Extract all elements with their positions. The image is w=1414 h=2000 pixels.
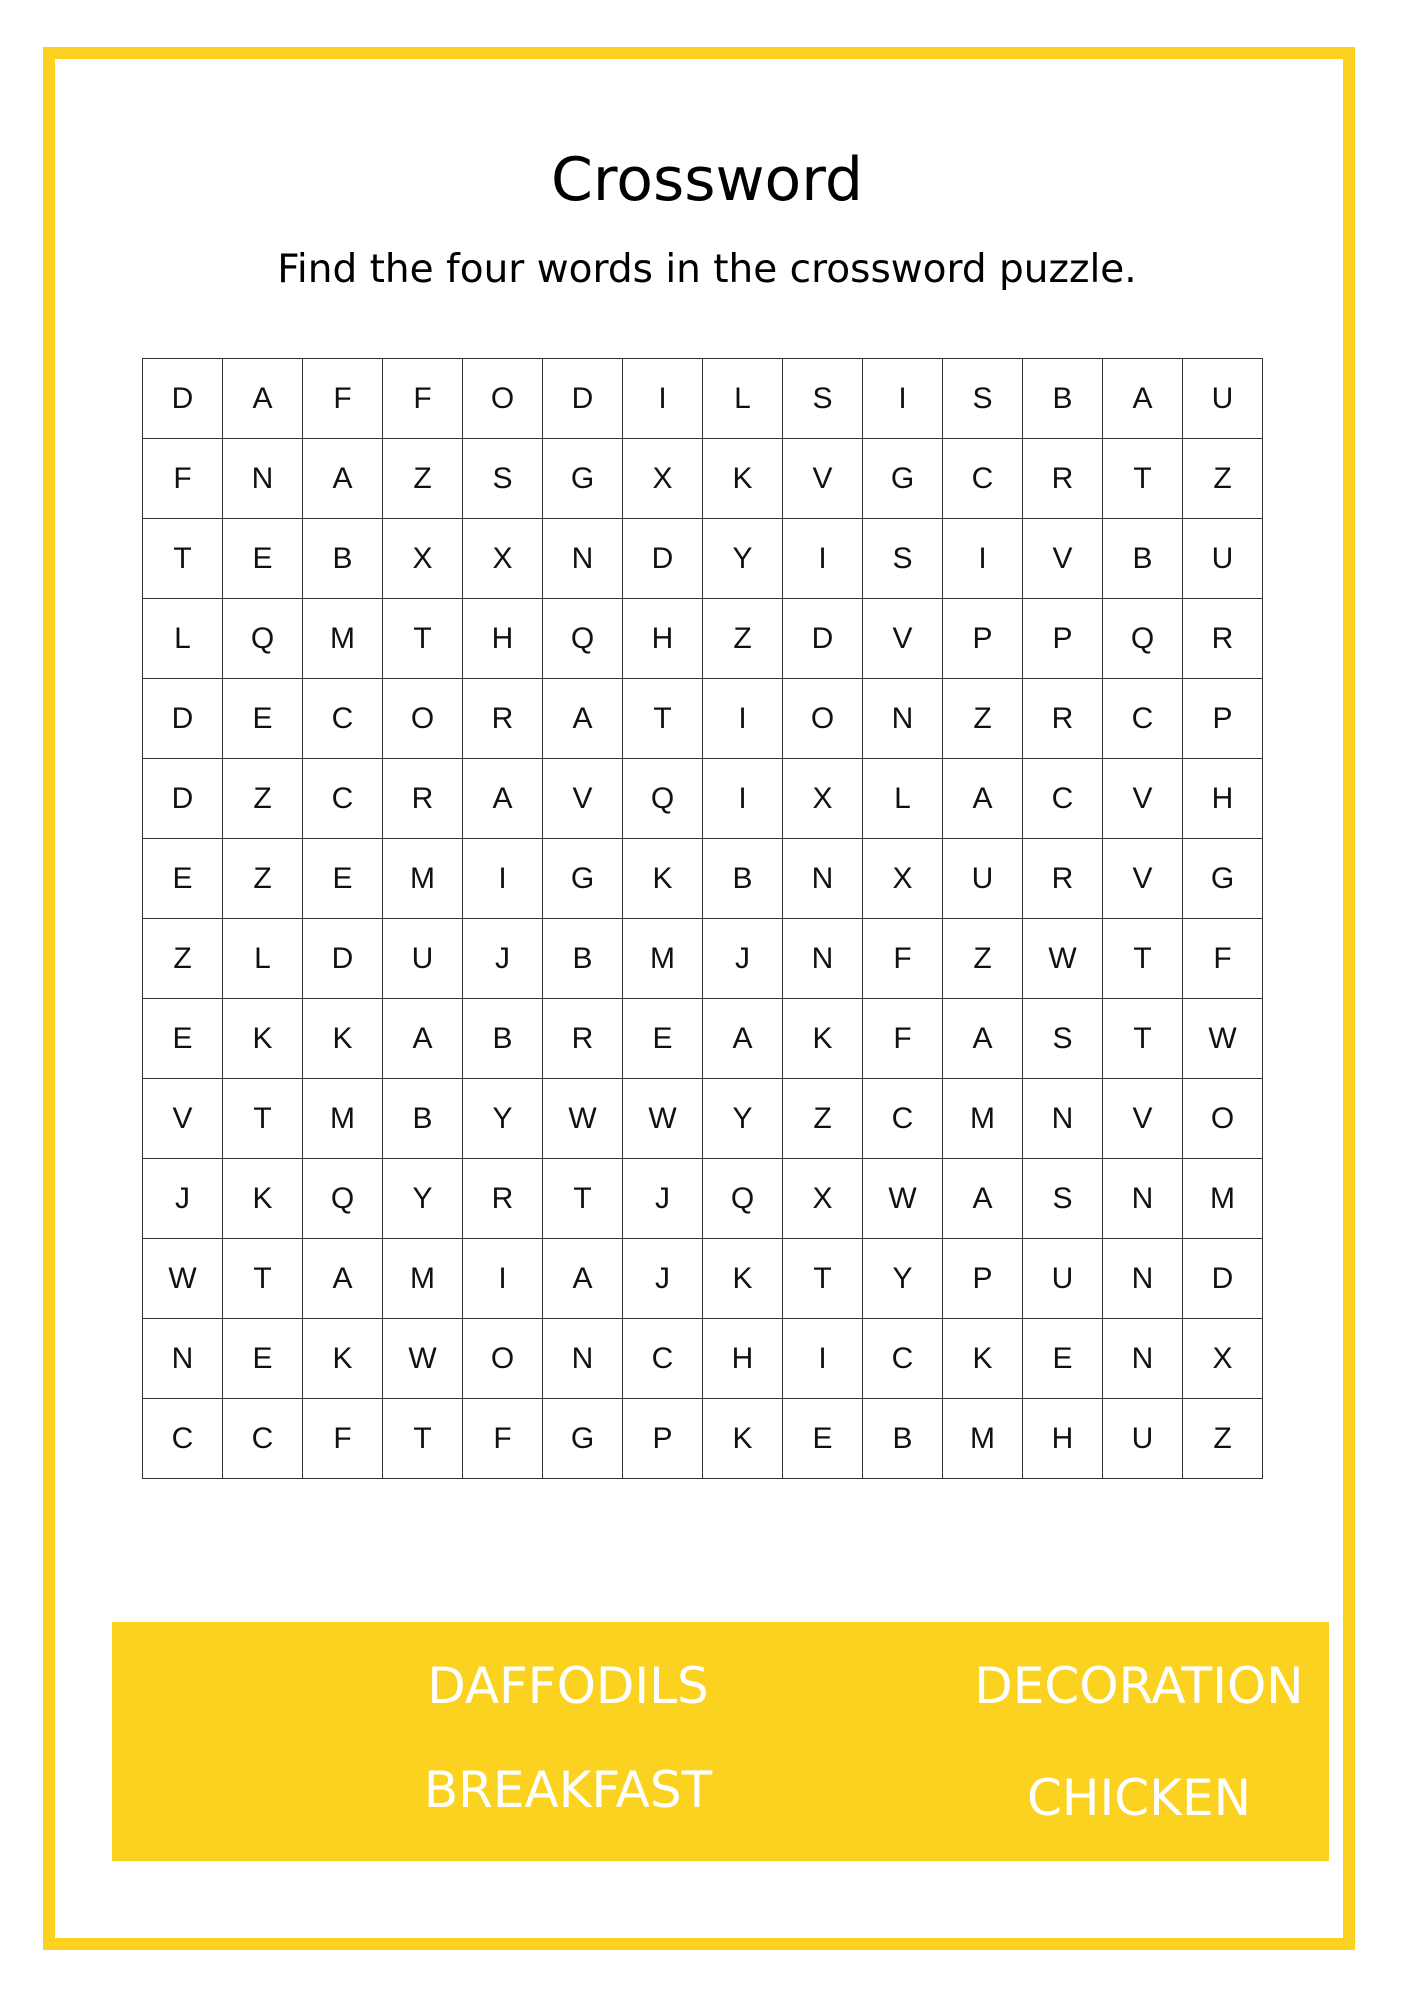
grid-cell[interactable]: G [1183, 839, 1263, 919]
grid-cell[interactable]: F [303, 1399, 383, 1479]
grid-cell[interactable]: I [783, 1319, 863, 1399]
grid-cell[interactable]: M [623, 919, 703, 999]
grid-cell[interactable]: D [303, 919, 383, 999]
grid-cell[interactable]: W [1183, 999, 1263, 1079]
grid-cell[interactable]: K [703, 1239, 783, 1319]
grid-cell[interactable]: B [383, 1079, 463, 1159]
grid-cell[interactable]: M [943, 1079, 1023, 1159]
grid-cell[interactable]: C [863, 1079, 943, 1159]
grid-cell[interactable]: Q [303, 1159, 383, 1239]
grid-cell[interactable]: P [943, 599, 1023, 679]
grid-cell[interactable]: E [623, 999, 703, 1079]
grid-row [143, 839, 1263, 919]
grid-cell[interactable]: W [1023, 919, 1103, 999]
grid-cell[interactable]: D [543, 359, 623, 439]
grid-cell[interactable]: G [863, 439, 943, 519]
grid-cell[interactable]: Z [143, 919, 223, 999]
grid-cell[interactable]: L [863, 759, 943, 839]
instructions: Find the four words in the crossword puzzle. [277, 247, 1137, 292]
grid-cell[interactable]: X [783, 759, 863, 839]
grid-cell[interactable]: R [543, 999, 623, 1079]
grid-cell[interactable]: F [863, 999, 943, 1079]
grid-cell[interactable]: D [623, 519, 703, 599]
grid-cell[interactable]: A [1103, 359, 1183, 439]
grid-cell[interactable]: V [863, 599, 943, 679]
grid-cell[interactable]: H [1023, 1399, 1103, 1479]
grid-cell[interactable]: X [463, 519, 543, 599]
grid-cell[interactable]: H [703, 1319, 783, 1399]
grid-cell[interactable]: L [223, 919, 303, 999]
grid-cell[interactable]: A [543, 1239, 623, 1319]
grid-cell[interactable]: A [543, 679, 623, 759]
grid-cell[interactable]: N [543, 1319, 623, 1399]
grid-cell[interactable]: J [623, 1239, 703, 1319]
grid-cell[interactable]: Q [623, 759, 703, 839]
grid-cell[interactable]: W [623, 1079, 703, 1159]
grid-cell[interactable]: N [1103, 1319, 1183, 1399]
grid-cell[interactable]: E [223, 679, 303, 759]
grid-cell[interactable]: I [703, 679, 783, 759]
grid-cell[interactable]: S [1023, 999, 1103, 1079]
grid-cell[interactable]: T [1103, 999, 1183, 1079]
grid-cell[interactable]: Q [703, 1159, 783, 1239]
grid-cell[interactable]: F [143, 439, 223, 519]
grid-cell[interactable]: S [463, 439, 543, 519]
grid-cell[interactable]: E [223, 1319, 303, 1399]
grid-cell[interactable]: K [943, 1319, 1023, 1399]
grid-row [143, 1239, 1263, 1319]
grid-cell[interactable]: K [223, 999, 303, 1079]
grid-cell[interactable]: O [383, 679, 463, 759]
grid-cell[interactable]: U [1103, 1399, 1183, 1479]
grid-cell[interactable]: A [943, 1159, 1023, 1239]
grid-cell[interactable]: V [783, 439, 863, 519]
grid-cell[interactable]: B [703, 839, 783, 919]
grid-cell[interactable]: I [783, 519, 863, 599]
grid-cell[interactable]: U [383, 919, 463, 999]
grid-cell[interactable]: R [1023, 839, 1103, 919]
grid-cell[interactable]: N [223, 439, 303, 519]
grid-row [143, 1079, 1263, 1159]
grid-cell[interactable]: S [783, 359, 863, 439]
grid-cell[interactable]: M [303, 1079, 383, 1159]
grid-cell[interactable]: N [783, 919, 863, 999]
grid-cell[interactable]: Y [703, 1079, 783, 1159]
page-title: Crossword [551, 145, 863, 215]
grid-cell[interactable]: K [303, 1319, 383, 1399]
grid-cell[interactable]: V [1103, 759, 1183, 839]
grid-cell[interactable]: C [223, 1399, 303, 1479]
grid-cell[interactable]: Z [223, 839, 303, 919]
grid-cell[interactable]: K [303, 999, 383, 1079]
grid-cell[interactable]: J [463, 919, 543, 999]
grid-cell[interactable]: A [703, 999, 783, 1079]
grid-cell[interactable]: B [1103, 519, 1183, 599]
grid-cell[interactable]: V [1103, 839, 1183, 919]
grid-cell[interactable]: C [1103, 679, 1183, 759]
grid-cell[interactable]: G [543, 839, 623, 919]
grid-cell[interactable]: N [543, 519, 623, 599]
grid-cell[interactable]: C [623, 1319, 703, 1399]
grid-cell[interactable]: K [223, 1159, 303, 1239]
grid-cell[interactable]: M [383, 839, 463, 919]
grid-cell[interactable]: G [543, 439, 623, 519]
grid-cell[interactable]: V [143, 1079, 223, 1159]
grid-cell[interactable]: T [223, 1079, 303, 1159]
grid-cell[interactable]: U [943, 839, 1023, 919]
grid-row [143, 679, 1263, 759]
grid-cell[interactable]: V [1103, 1079, 1183, 1159]
grid-cell[interactable]: W [863, 1159, 943, 1239]
grid-cell[interactable]: R [383, 759, 463, 839]
grid-cell[interactable]: M [1183, 1159, 1263, 1239]
grid-cell[interactable]: E [783, 1399, 863, 1479]
grid-cell[interactable]: F [463, 1399, 543, 1479]
grid-cell[interactable]: U [1183, 519, 1263, 599]
grid-row [143, 519, 1263, 599]
grid-cell[interactable]: C [143, 1399, 223, 1479]
grid-cell[interactable]: E [303, 839, 383, 919]
grid-cell[interactable]: S [943, 359, 1023, 439]
grid-cell[interactable]: U [1183, 359, 1263, 439]
grid-cell[interactable]: A [383, 999, 463, 1079]
grid-cell[interactable]: T [223, 1239, 303, 1319]
grid-cell[interactable]: K [703, 439, 783, 519]
grid-cell[interactable]: D [143, 359, 223, 439]
grid-cell[interactable]: A [303, 1239, 383, 1319]
grid-cell[interactable]: M [383, 1239, 463, 1319]
grid-cell[interactable]: C [303, 679, 383, 759]
word-bank [112, 1622, 1329, 1861]
grid-cell[interactable]: H [463, 599, 543, 679]
grid-cell[interactable]: Z [943, 679, 1023, 759]
grid-cell[interactable]: E [223, 519, 303, 599]
grid-cell[interactable]: U [1023, 1239, 1103, 1319]
grid-cell[interactable]: Q [1103, 599, 1183, 679]
grid-cell[interactable]: M [943, 1399, 1023, 1479]
grid-cell[interactable]: X [863, 839, 943, 919]
grid-cell[interactable]: F [863, 919, 943, 999]
grid-cell[interactable]: I [703, 759, 783, 839]
grid-cell[interactable]: D [1183, 1239, 1263, 1319]
grid-cell[interactable]: C [1023, 759, 1103, 839]
grid-cell[interactable]: R [1183, 599, 1263, 679]
grid-cell[interactable]: S [1023, 1159, 1103, 1239]
grid-row [143, 1319, 1263, 1399]
grid-cell[interactable]: G [543, 1399, 623, 1479]
grid-cell[interactable]: F [1183, 919, 1263, 999]
grid-cell[interactable]: Z [383, 439, 463, 519]
grid-cell[interactable]: V [1023, 519, 1103, 599]
grid-cell[interactable]: P [623, 1399, 703, 1479]
grid-cell[interactable]: X [783, 1159, 863, 1239]
grid-cell[interactable]: X [1183, 1319, 1263, 1399]
grid-cell[interactable]: K [703, 1399, 783, 1479]
grid-cell[interactable]: Z [783, 1079, 863, 1159]
grid-cell[interactable]: O [1183, 1079, 1263, 1159]
grid-cell[interactable]: T [383, 599, 463, 679]
grid-cell[interactable]: Y [863, 1239, 943, 1319]
grid-cell[interactable]: E [1023, 1319, 1103, 1399]
grid-cell[interactable]: R [1023, 439, 1103, 519]
grid-cell[interactable]: A [463, 759, 543, 839]
grid-cell[interactable]: I [943, 519, 1023, 599]
grid-row [143, 999, 1263, 1079]
grid-cell[interactable]: S [863, 519, 943, 599]
grid-cell[interactable]: A [223, 359, 303, 439]
grid-cell[interactable]: C [303, 759, 383, 839]
grid-cell[interactable]: O [463, 359, 543, 439]
grid-cell[interactable]: N [143, 1319, 223, 1399]
grid-row [143, 439, 1263, 519]
grid-cell[interactable]: C [943, 439, 1023, 519]
grid-cell[interactable]: W [143, 1239, 223, 1319]
grid-cell[interactable]: D [143, 679, 223, 759]
grid-cell[interactable]: H [623, 599, 703, 679]
grid-cell[interactable]: P [1023, 599, 1103, 679]
grid-cell[interactable]: Z [223, 759, 303, 839]
grid-cell[interactable]: P [1183, 679, 1263, 759]
grid-cell[interactable]: B [463, 999, 543, 1079]
grid-cell[interactable]: D [143, 759, 223, 839]
grid-cell[interactable]: F [303, 359, 383, 439]
word-breakfast: BREAKFAST [423, 1761, 713, 1819]
grid-cell[interactable]: T [383, 1399, 463, 1479]
grid-cell[interactable]: W [383, 1319, 463, 1399]
grid-cell[interactable]: K [783, 999, 863, 1079]
grid-cell[interactable]: V [543, 759, 623, 839]
grid-row [143, 919, 1263, 999]
grid-cell[interactable]: B [1023, 359, 1103, 439]
grid-cell[interactable]: R [463, 1159, 543, 1239]
grid-cell[interactable]: N [1103, 1159, 1183, 1239]
grid-cell[interactable]: Y [703, 519, 783, 599]
grid-cell[interactable]: Y [463, 1079, 543, 1159]
grid-cell[interactable]: R [1023, 679, 1103, 759]
grid-cell[interactable]: A [943, 759, 1023, 839]
grid-cell[interactable]: J [703, 919, 783, 999]
grid-cell[interactable]: Y [383, 1159, 463, 1239]
grid-cell[interactable]: I [463, 839, 543, 919]
word-decoration: DECORATION [974, 1657, 1304, 1715]
grid-row [143, 759, 1263, 839]
word-daffodils: DAFFODILS [427, 1657, 709, 1715]
grid-cell[interactable]: Q [543, 599, 623, 679]
grid-cell[interactable]: X [623, 439, 703, 519]
grid-cell[interactable]: K [623, 839, 703, 919]
grid-cell[interactable]: O [463, 1319, 543, 1399]
grid-cell[interactable]: J [143, 1159, 223, 1239]
grid-cell[interactable]: E [143, 999, 223, 1079]
word-chicken: CHICKEN [1027, 1769, 1251, 1827]
grid-cell[interactable]: C [863, 1319, 943, 1399]
grid-cell[interactable]: N [863, 679, 943, 759]
grid-row [143, 359, 1263, 439]
grid-cell[interactable]: Z [1183, 1399, 1263, 1479]
grid-cell[interactable]: Z [1183, 439, 1263, 519]
grid-cell[interactable]: H [1183, 759, 1263, 839]
grid-cell[interactable]: N [1103, 1239, 1183, 1319]
grid-cell[interactable]: Z [703, 599, 783, 679]
grid-cell[interactable]: O [783, 679, 863, 759]
grid-cell[interactable]: Q [223, 599, 303, 679]
grid-cell[interactable]: D [783, 599, 863, 679]
grid-cell[interactable]: N [1023, 1079, 1103, 1159]
grid-cell[interactable]: T [543, 1159, 623, 1239]
grid-cell[interactable]: L [703, 359, 783, 439]
grid-cell[interactable]: T [1103, 439, 1183, 519]
grid-cell[interactable]: B [863, 1399, 943, 1479]
grid-cell[interactable]: R [463, 679, 543, 759]
grid-cell[interactable]: P [943, 1239, 1023, 1319]
grid-cell[interactable]: T [143, 519, 223, 599]
grid-cell[interactable]: A [303, 439, 383, 519]
grid-row [143, 1159, 1263, 1239]
grid-cell[interactable]: X [383, 519, 463, 599]
grid-cell[interactable]: I [863, 359, 943, 439]
grid-cell[interactable]: J [623, 1159, 703, 1239]
grid-cell[interactable]: T [1103, 919, 1183, 999]
grid-cell[interactable]: B [543, 919, 623, 999]
grid-cell[interactable]: I [463, 1239, 543, 1319]
grid-cell[interactable]: E [143, 839, 223, 919]
grid-cell[interactable]: N [783, 839, 863, 919]
grid-row [143, 1399, 1263, 1479]
grid-cell[interactable]: T [783, 1239, 863, 1319]
grid-cell[interactable]: Z [943, 919, 1023, 999]
grid-cell[interactable]: A [943, 999, 1023, 1079]
grid-cell[interactable]: I [623, 359, 703, 439]
grid-cell[interactable]: W [543, 1079, 623, 1159]
grid-cell[interactable]: L [143, 599, 223, 679]
grid-cell[interactable]: F [383, 359, 463, 439]
letter-grid [142, 358, 1263, 1479]
grid-row [143, 599, 1263, 679]
grid-cell[interactable]: M [303, 599, 383, 679]
grid-cell[interactable]: B [303, 519, 383, 599]
grid-cell[interactable]: T [623, 679, 703, 759]
